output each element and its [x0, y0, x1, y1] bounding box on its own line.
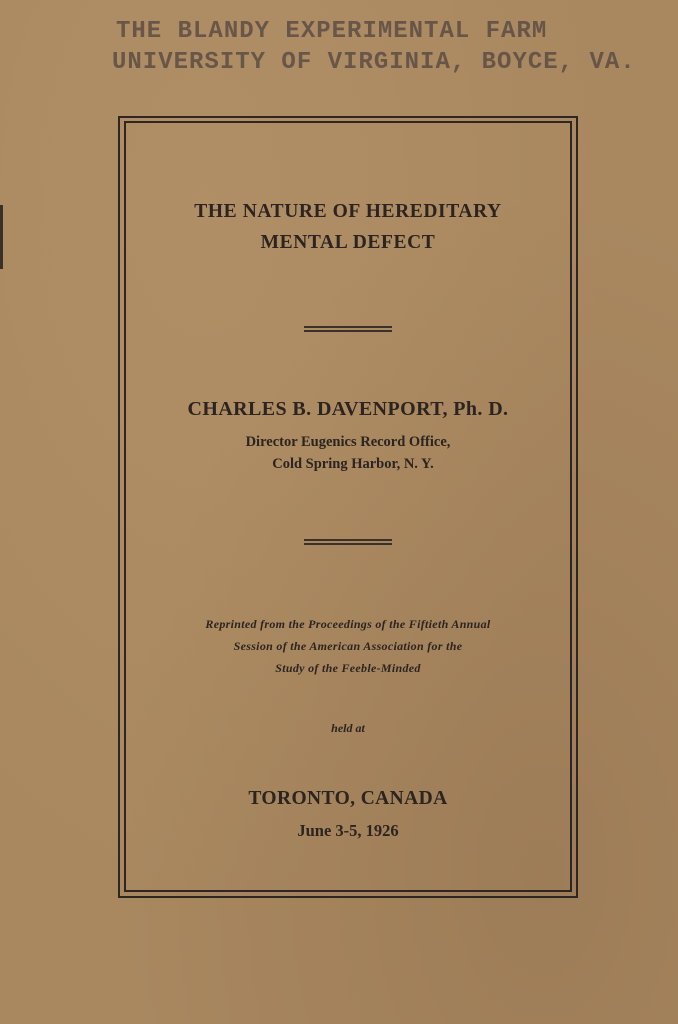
stamp-line-institution: THE BLANDY EXPERIMENTAL FARM: [116, 18, 548, 45]
document-title: [124, 196, 572, 258]
reprint-line-1: Reprinted from the Proceedings of the Fiftieth Annual: [205, 617, 491, 631]
meeting-date: June 3-5, 1926: [297, 821, 399, 840]
title-line-1: THE NATURE OF HEREDITARY: [194, 201, 502, 222]
affiliation-line-1: Director Eugenics Record Office,: [245, 434, 451, 450]
author-affiliation: [124, 431, 572, 475]
reprint-line-3: Study of the Feeble-Minded: [275, 661, 421, 675]
binding-staple-mark: [0, 205, 3, 269]
meeting-location: TORONTO, CANADA: [248, 788, 448, 809]
reprint-line-2: Session of the American Association for the: [233, 639, 463, 653]
held-at-label: held at: [331, 721, 365, 735]
reprint-note: [124, 613, 572, 679]
double-rule-divider: [304, 326, 392, 332]
affiliation-line-2: Cold Spring Harbor, N. Y.: [272, 456, 434, 472]
author-name: CHARLES B. DAVENPORT, Ph. D.: [187, 398, 509, 420]
double-rule-divider: [304, 539, 392, 545]
stamp-line-university: UNIVERSITY OF VIRGINIA, BOYCE, VA.: [112, 49, 636, 76]
library-stamp: [112, 16, 636, 78]
title-line-2: MENTAL DEFECT: [260, 232, 436, 253]
